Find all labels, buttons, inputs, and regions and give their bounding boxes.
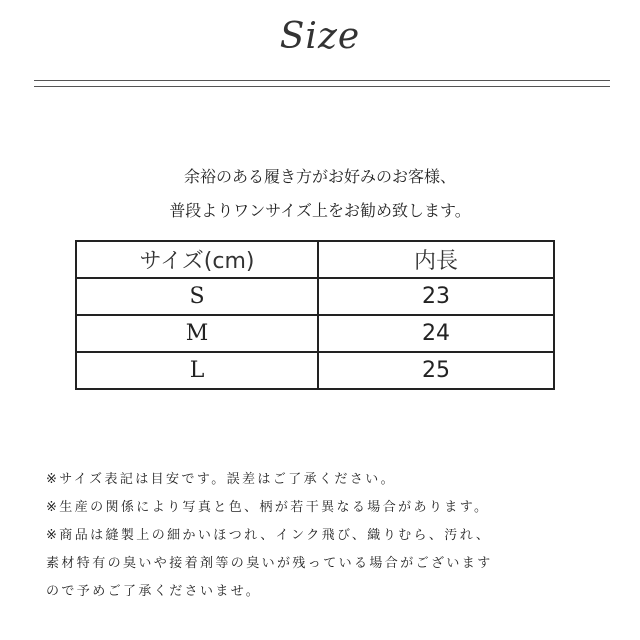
title-divider-top xyxy=(34,80,610,81)
intro-text xyxy=(0,160,640,228)
table-row xyxy=(76,278,554,315)
note-line: ※サイズ表記は目安です。誤差はご了承ください。 xyxy=(46,472,397,487)
note-line: ※商品は縫製上の細かいほつれ、インク飛び、織りむら、汚れ、 xyxy=(46,528,492,543)
page-title: Size xyxy=(279,16,361,57)
column-header-length: 内長 xyxy=(318,241,554,278)
intro-line: 普段よりワンサイズ上をお勧め致します。 xyxy=(169,201,471,220)
note-line: 素材特有の臭いや接着剤等の臭いが残っている場合がございます xyxy=(46,556,493,571)
note-line: ※生産の関係により写真と色、柄が若干異なる場合があります。 xyxy=(46,500,490,515)
column-header-size: サイズ(cm) xyxy=(76,241,318,278)
size-cell: M xyxy=(76,315,318,352)
intro-line: 余裕のある履き方がお好みのお客様、 xyxy=(183,167,456,186)
size-table xyxy=(75,240,555,390)
notes-list xyxy=(46,466,616,606)
table-header-row xyxy=(76,241,554,278)
note-line: ので予めご了承くださいませ。 xyxy=(46,584,262,599)
size-cell: L xyxy=(76,352,318,389)
length-cell: 24 xyxy=(318,315,554,352)
table-row xyxy=(76,315,554,352)
table-row xyxy=(76,352,554,389)
length-cell: 25 xyxy=(318,352,554,389)
title-divider-bottom xyxy=(34,86,610,87)
size-cell: S xyxy=(76,278,318,315)
length-cell: 23 xyxy=(318,278,554,315)
